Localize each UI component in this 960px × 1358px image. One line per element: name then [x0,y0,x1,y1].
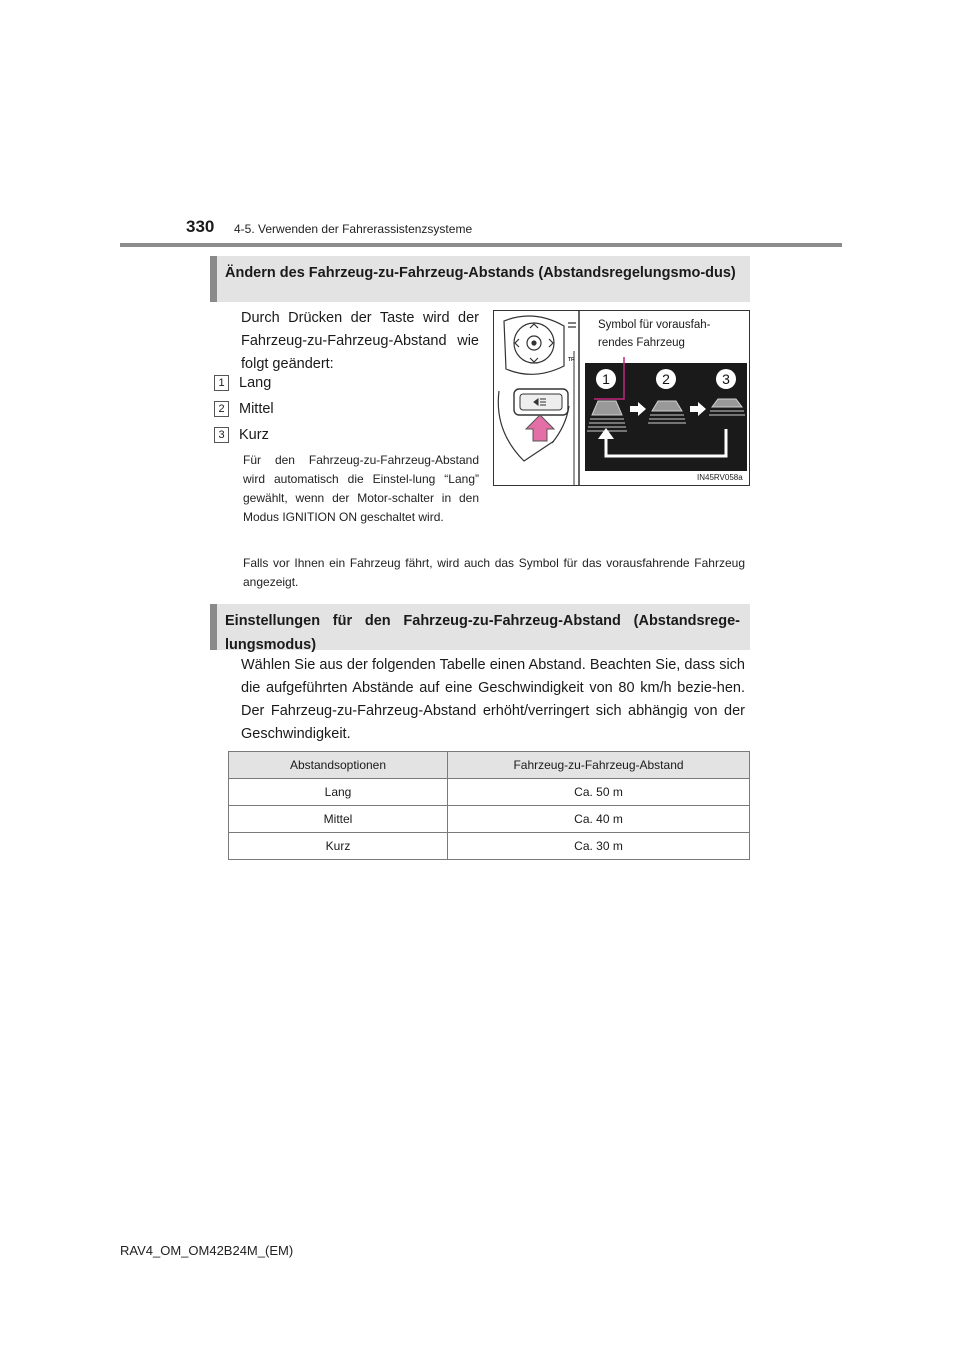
table-cell: Ca. 50 m [448,779,750,806]
footer-document-id: RAV4_OM_OM42B24M_(EM) [120,1243,294,1258]
press-arrow-icon [526,415,554,441]
table-cell: Ca. 30 m [448,833,750,860]
settings-paragraph: Wählen Sie aus der folgenden Tabelle einen Abstand. Beachten Sie, dass sich die aufgeführten Abstände auf eine Geschwindigkeit von 80 km/h bezie-hen. Der Fahrzeug-zu-Fahrzeug-Abstand erhöht/verringert sich abhängig von der Geschwindigkeit. [241,657,745,742]
svg-text:3: 3 [722,371,730,387]
table-header-row [229,752,750,779]
svg-text:2: 2 [662,371,670,387]
step-item-short [214,427,269,443]
distance-button-icon [514,389,568,415]
svg-text:TR: TR [568,357,575,363]
section-heading-distance-settings: Einstellungen für den Fahrzeug-zu-Fahrzeug-Abstand (Abstandsrege-lungsmodus) [210,604,750,650]
chapter-title: 4-5. Verwenden der Fahrerassistenzsysteme [234,222,473,236]
svg-text:1: 1 [602,371,610,387]
table-cell: Ca. 40 m [448,806,750,833]
figure-callout-label: Symbol für vorausfah-rendes Fahrzeug [592,316,736,354]
step-item-medium [214,401,274,417]
intro-paragraph: Durch Drücken der Taste wird der Fahrzeug-zu-Fahrzeug-Abstand wie folgt geändert: [241,310,479,372]
note-default-setting: Für den Fahrzeug-zu-Fahrzeug-Abstand wird automatisch die Einstel-lung “Lang” gewählt, wenn der Motor-schalter in den Modus IGNITION ON geschaltet wird. [243,453,479,524]
page-number: 330 [186,217,215,236]
header-divider [120,243,842,247]
step-item-long [214,375,271,391]
step-number-badge: 1 [214,375,229,391]
step-label: Lang [239,375,272,391]
step-number-badge: 2 [214,401,229,417]
step-label: Kurz [239,427,269,443]
table-row [229,779,750,806]
table-cell: Lang [229,779,448,806]
table-cell: Mittel [229,806,448,833]
column-header: Abstandsoptionen [229,752,448,779]
section-heading-distance-change: Ändern des Fahrzeug-zu-Fahrzeug-Abstands (Abstandsregelungsmo-dus) [210,256,750,302]
table-row [229,833,750,860]
column-header: Fahrzeug-zu-Fahrzeug-Abstand [448,752,750,779]
step-label: Mittel [239,401,274,417]
table-row [229,806,750,833]
step-number-badge: 3 [214,427,229,443]
table-cell: Kurz [229,833,448,860]
figure-code: IN45RV058a [697,473,743,482]
note-vehicle-ahead: Falls vor Ihnen ein Fahrzeug fährt, wird auch das Symbol für das vorausfahrende Fahrzeug angezeigt. [243,556,745,589]
distance-table [228,751,750,860]
